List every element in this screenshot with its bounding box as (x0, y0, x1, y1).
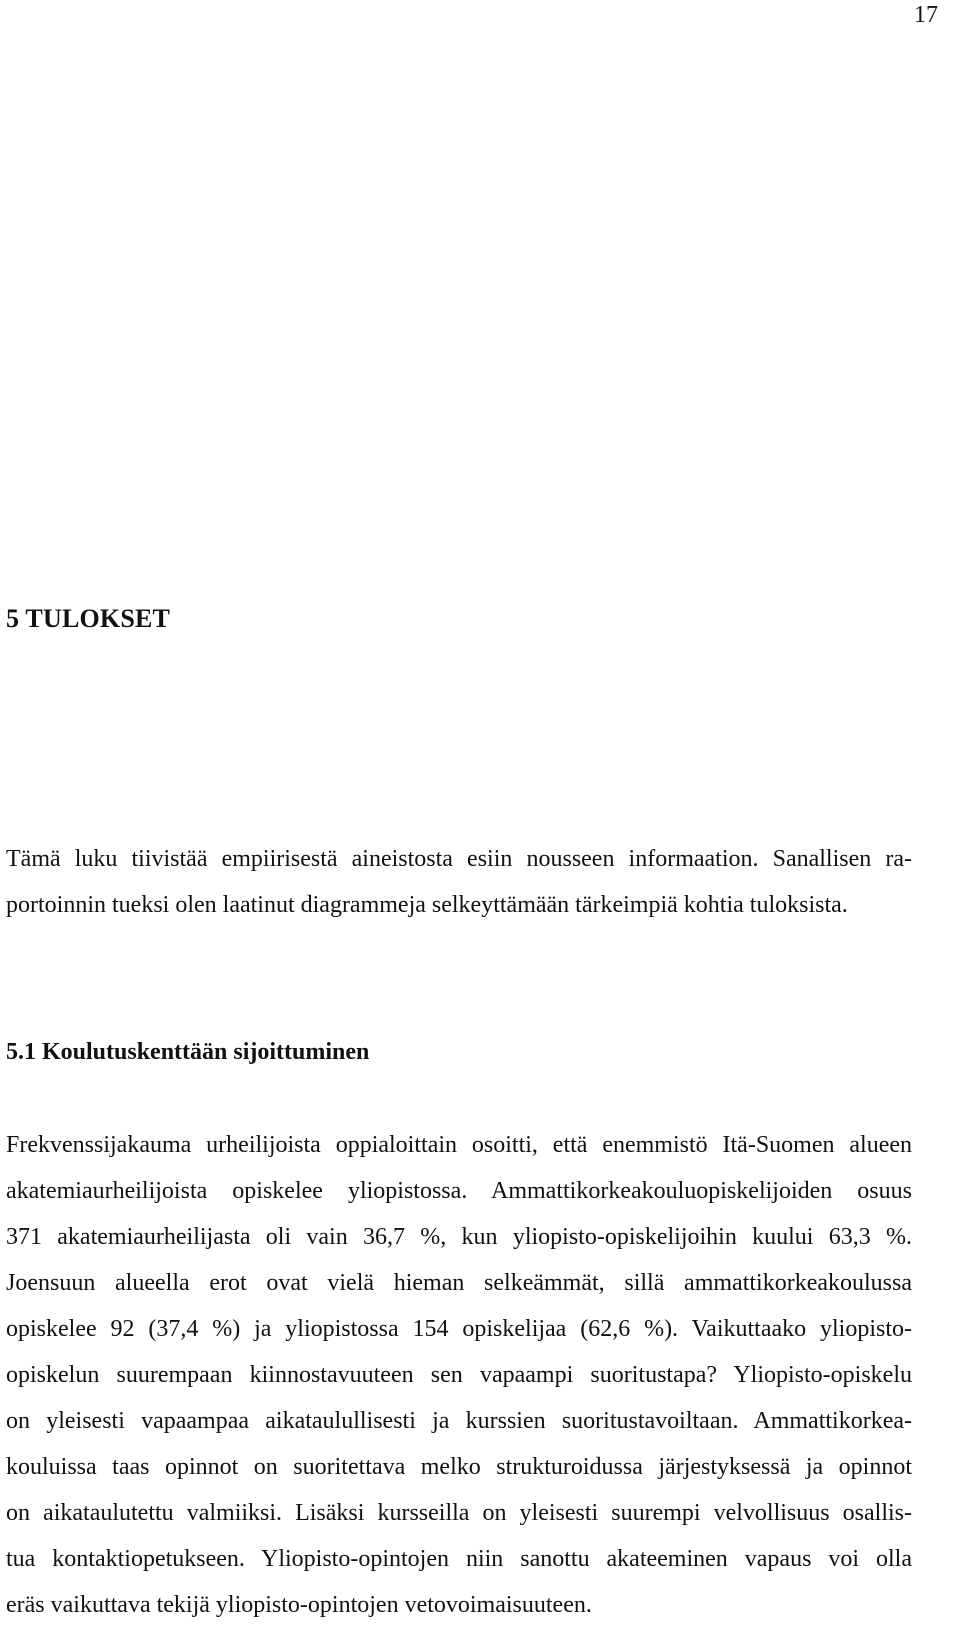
intro-line: portoinnin tueksi olen laatinut diagrammeja selkeyttämään tärkeimpiä kohtia tuloksista. (6, 892, 848, 918)
chapter-heading: 5 TULOKSET (6, 604, 171, 633)
paragraph-line: opiskelun suurempaan kiinnostavuuteen sen vapaampi suoritustapa? Yliopisto-opiskelu (6, 1362, 912, 1388)
paragraph-line: eräs vaikuttava tekijä yliopisto-opintojen vetovoimaisuuteen. (6, 1592, 592, 1618)
paragraph-line: Frekvenssijakauma urheilijoista oppialoittain osoitti, että enemmistö Itä-Suomen alueen (6, 1132, 912, 1158)
section-paragraph (6, 1122, 912, 1628)
paragraph-line: tua kontaktiopetukseen. Yliopisto-opintojen niin sanottu akateeminen vapaus voi olla (6, 1546, 912, 1572)
section-heading: 5.1 Koulutuskenttään sijoittuminen (6, 1039, 370, 1065)
paragraph-line: opiskelee 92 (37,4 %) ja yliopistossa 154 opiskelijaa (62,6 %). Vaikuttaako yliopisto- (6, 1316, 912, 1342)
paragraph-line: akatemiaurheilijoista opiskelee yliopistossa. Ammattikorkeakouluopiskelijoiden osuus (6, 1178, 912, 1204)
intro-paragraph (6, 836, 912, 928)
paragraph-line: Joensuun alueella erot ovat vielä hieman selkeämmät, sillä ammattikorkeakoulussa (6, 1270, 912, 1296)
paragraph-line: on yleisesti vapaampaa aikataulullisesti ja kurssien suoritustavoiltaan. Ammattikorkea- (6, 1408, 912, 1434)
paragraph-line: kouluissa taas opinnot on suoritettava melko strukturoidussa järjestyksessä ja opinnot (6, 1454, 912, 1480)
intro-line: Tämä luku tiivistää empiirisestä aineistosta esiin nousseen informaation. Sanallisen ra- (6, 846, 912, 872)
paragraph-line: on aikataulutettu valmiiksi. Lisäksi kursseilla on yleisesti suurempi velvollisuus osallis- (6, 1500, 912, 1526)
paragraph-line: 371 akatemiaurheilijasta oli vain 36,7 %, kun yliopisto-opiskelijoihin kuului 63,3 %. (6, 1224, 912, 1250)
page-number: 17 (914, 2, 938, 28)
